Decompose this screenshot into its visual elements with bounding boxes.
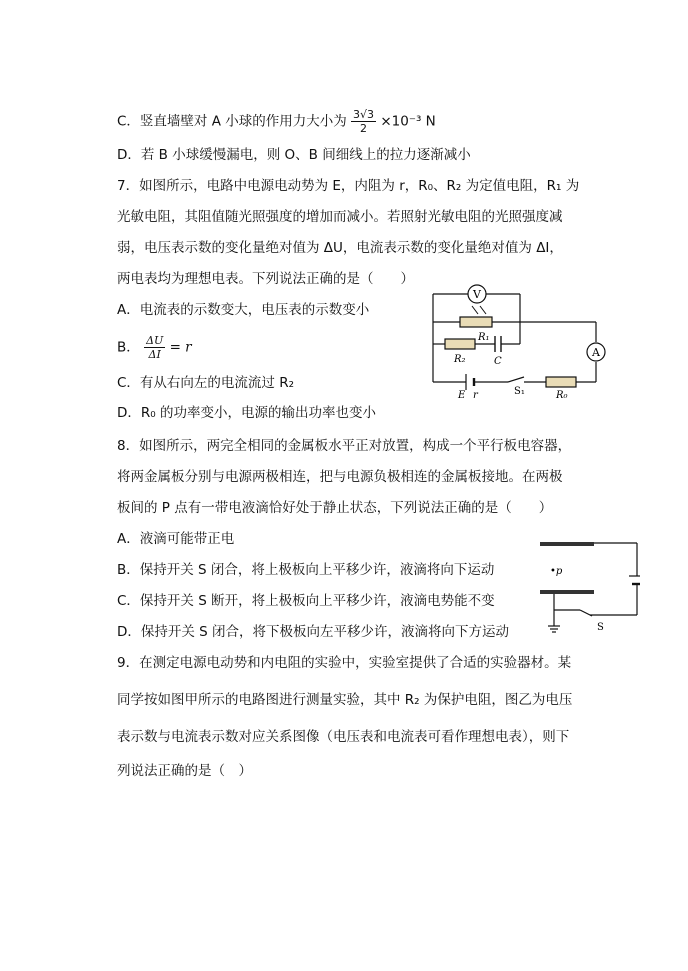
q6-option-c-prefix: C．竖直墙壁对 A 小球的作用力大小为 [117, 113, 347, 130]
q7-option-c: C．有从右向左的电流流过 R₂ [117, 375, 295, 391]
capacitor-icon [495, 336, 501, 352]
q8-option-b: B．保持开关 S 闭合，将上极板向上平移少许，液滴将向下运动 [117, 562, 495, 578]
q9-stem-line-3: 表示数与电流表示数对应关系图像（电压表和电流表可看作理想电表），则下 [117, 729, 570, 745]
q7-option-b-suffix: = r [169, 339, 192, 356]
capacitor-label: C [494, 356, 502, 367]
resistor-r0-icon [546, 377, 576, 387]
q7-stem-line-3: 弱，电压表示数的变化量绝对值为 ΔU，电流表示数的变化量绝对值为 ΔI， [117, 240, 563, 256]
q6-option-c-suffix: ×10⁻³ N [380, 113, 436, 130]
battery-icon [466, 374, 474, 390]
q8-stem-line-2: 将两金属板分别与电源两极相连，把与电源负极相连的金属板接地。在两极 [117, 469, 563, 485]
ammeter-icon [587, 343, 605, 361]
q7-option-b [117, 334, 192, 361]
q7-circuit-diagram [428, 284, 608, 399]
upper-plate-icon [540, 542, 594, 546]
fraction-numerator: 3√3 [353, 108, 375, 121]
fraction-denominator: ΔI [148, 348, 161, 361]
q6-option-d: D．若 B 小球缓慢漏电，则 O、B 间细线上的拉力逐渐减小 [117, 147, 471, 163]
q9-stem-line-2: 同学按如图甲所示的电路图进行测量实验，其中 R₂ 为保护电阻，图乙为电压 [117, 692, 573, 708]
q9-stem-line-4: 列说法正确的是（ ） [117, 763, 252, 779]
q8-option-c: C．保持开关 S 断开，将上极板向上平移少许，液滴电势能不变 [117, 593, 495, 609]
q8-option-d: D．保持开关 S 闭合，将下极板向左平移少许，液滴将向下方运动 [117, 624, 510, 640]
switch-icon [554, 610, 592, 616]
voltmeter-icon [468, 285, 486, 303]
q7-option-b-fraction [144, 334, 165, 361]
r1-label: R₁ [478, 332, 490, 343]
q8-stem-line-3: 板间的 P 点有一带电液滴恰好处于静止状态，下列说法正确的是（ ） [117, 500, 553, 516]
q6-option-c-fraction [351, 108, 376, 135]
internal-resistance-label: r [473, 390, 478, 399]
emf-label: E [458, 390, 466, 399]
svg-text:V: V [473, 288, 481, 301]
switch-s-label: S [597, 622, 604, 633]
r0-label: R₀ [556, 390, 568, 399]
q7-option-d: D．R₀ 的功率变小，电源的输出功率也变小 [117, 405, 376, 421]
battery-icon [629, 576, 640, 584]
q7-option-b-prefix: B． [117, 339, 140, 356]
photoresistor-r1-icon [460, 306, 492, 327]
r2-label: R₂ [454, 354, 466, 365]
q7-stem-line-2: 光敏电阻，其阻值随光照强度的增加而减小。若照射光敏电阻的光照强度减 [117, 209, 563, 225]
q9-stem-line-1: 9．在测定电源电动势和内电阻的实验中，实验室提供了合适的实验器材。某 [117, 655, 572, 671]
svg-text:A: A [592, 346, 600, 359]
resistor-r2-icon [445, 339, 475, 349]
fraction-denominator: 2 [360, 122, 368, 135]
q7-stem-line-4: 两电表均为理想电表。下列说法正确的是（ ） [117, 271, 414, 287]
switch-s1-label: S₁ [514, 386, 525, 397]
q8-stem-line-1: 8．如图所示，两完全相同的金属板水平正对放置，构成一个平行板电容器， [117, 438, 572, 454]
q8-option-a: A．液滴可能带正电 [117, 531, 235, 547]
q6-option-c [117, 108, 436, 135]
lower-plate-icon [540, 590, 594, 594]
q7-option-a: A．电流表的示数变大，电压表的示数变小 [117, 302, 370, 318]
q7-stem-line-1: 7．如图所示，电路中电源电动势为 E，内阻为 r，R₀、R₂ 为定值电阻，R₁ 为 [117, 178, 580, 194]
fraction-numerator: ΔU [146, 334, 164, 347]
q8-capacitor-diagram [540, 538, 640, 633]
point-p-label: •p [550, 566, 563, 577]
